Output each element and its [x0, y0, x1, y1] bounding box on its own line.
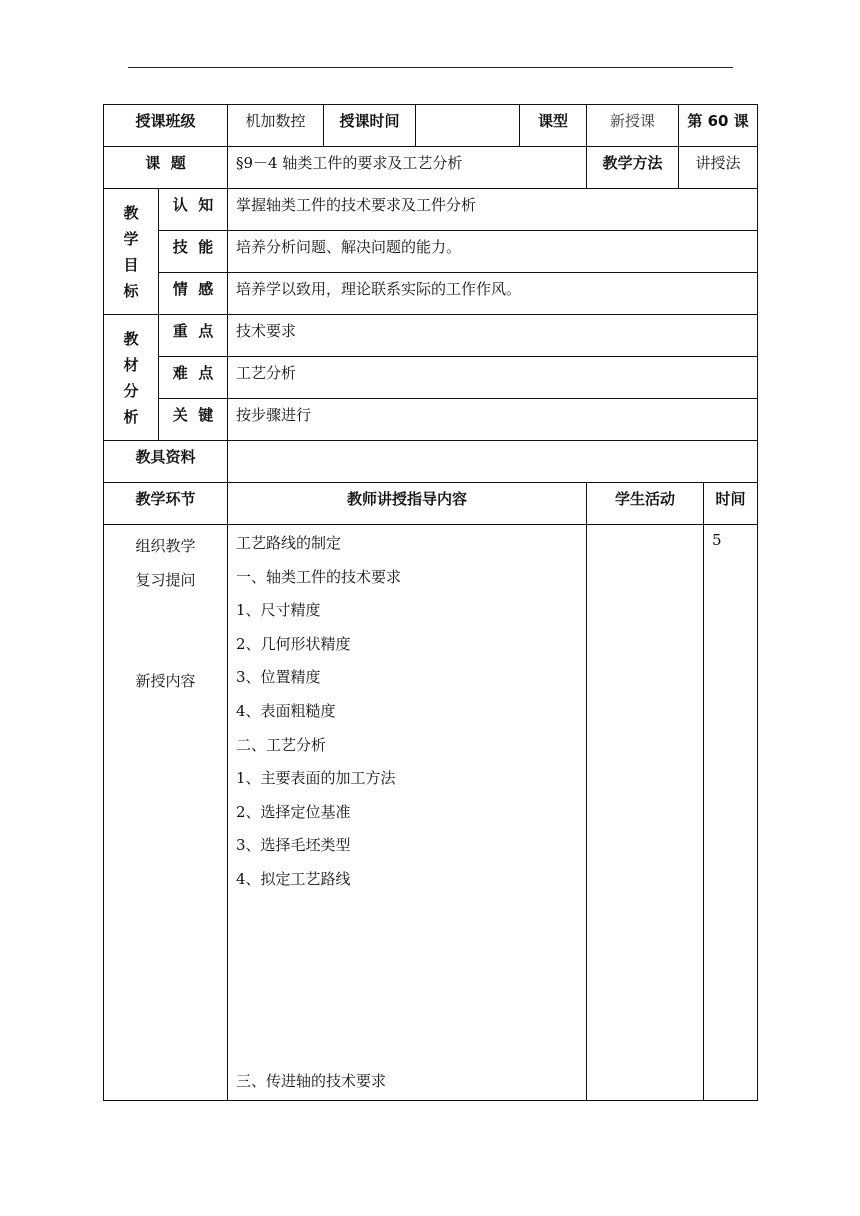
time-label: 授课时间 [324, 105, 416, 147]
analysis-label-char: 教 [123, 329, 139, 348]
analysis-label [104, 315, 159, 441]
materials-row [104, 441, 758, 483]
analysis-label-char: 析 [123, 407, 139, 426]
method-label: 教学方法 [587, 147, 679, 189]
objectives-label-char: 标 [123, 281, 139, 300]
objectives-label [104, 189, 159, 315]
analysis-item-label: 重 点 [159, 315, 228, 357]
content-line: 4、表面粗糙度 [236, 701, 336, 720]
time-value [416, 105, 520, 147]
plan-content [228, 525, 587, 1101]
lesson-plan-table [103, 104, 758, 1101]
content-line: 二、工艺分析 [236, 735, 327, 754]
topic-value: §9－4 轴类工件的要求及工艺分析 [228, 147, 587, 189]
plan-time-value: 5 [704, 525, 758, 1101]
analysis-label-char: 材 [123, 355, 139, 374]
plan-header-row [104, 483, 758, 525]
content-line: 2、几何形状精度 [236, 634, 351, 653]
objective-label: 情 感 [159, 273, 228, 315]
materials-label: 教具资料 [104, 441, 228, 483]
class-label: 授课班级 [104, 105, 228, 147]
objectives-label-char: 学 [123, 229, 139, 248]
lesson-number: 第 60 课 [679, 105, 758, 147]
plan-body-row [104, 525, 758, 1101]
objective-text: 培养学以致用，理论联系实际的工作作风。 [228, 273, 758, 315]
header-rule [128, 67, 733, 68]
objective-row-emotion [104, 273, 758, 315]
analysis-row-focus [104, 315, 758, 357]
objective-row-skill [104, 231, 758, 273]
analysis-item-text: 按步骤进行 [228, 399, 758, 441]
content-line: 3、位置精度 [236, 668, 321, 687]
content-line: 3、选择毛坯类型 [236, 836, 351, 855]
topic-row [104, 147, 758, 189]
content-line: 三、传进轴的技术要求 [236, 1071, 387, 1090]
objective-text: 掌握轴类工件的技术要求及工件分析 [228, 189, 758, 231]
plan-stages [104, 525, 228, 1101]
type-label: 课型 [520, 105, 587, 147]
analysis-row-difficulty [104, 357, 758, 399]
content-line: 1、尺寸精度 [236, 601, 321, 620]
plan-header-stage: 教学环节 [104, 483, 228, 525]
analysis-item-text: 工艺分析 [228, 357, 758, 399]
plan-header-content: 教师讲授指导内容 [228, 483, 587, 525]
content-line: 4、拟定工艺路线 [236, 869, 351, 888]
analysis-label-char: 分 [123, 381, 139, 400]
objectives-label-char: 目 [123, 255, 139, 274]
content-line: 2、选择定位基准 [236, 802, 351, 821]
plan-header-student: 学生活动 [587, 483, 704, 525]
stage-item: 组织教学 [135, 537, 196, 555]
objective-row-cognition [104, 189, 758, 231]
content-line: 一、轴类工件的技术要求 [236, 567, 402, 586]
objective-text: 培养分析问题、解决问题的能力。 [228, 231, 758, 273]
objective-label: 技 能 [159, 231, 228, 273]
objective-label: 认 知 [159, 189, 228, 231]
plan-header-time: 时间 [704, 483, 758, 525]
analysis-row-key [104, 399, 758, 441]
analysis-item-label: 关 键 [159, 399, 228, 441]
objectives-label-char: 教 [123, 203, 139, 222]
header-row [104, 105, 758, 147]
content-line: 1、主要表面的加工方法 [236, 769, 396, 788]
class-value: 机加数控 [228, 105, 324, 147]
content-line: 工艺路线的制定 [236, 534, 342, 552]
stage-item: 新授内容 [135, 672, 196, 690]
plan-student-activity [587, 525, 704, 1101]
analysis-item-label: 难 点 [159, 357, 228, 399]
topic-label: 课 题 [104, 147, 228, 189]
method-value: 讲授法 [679, 147, 758, 189]
materials-value [228, 441, 758, 483]
type-value: 新授课 [587, 105, 679, 147]
stage-item: 复习提问 [135, 571, 196, 589]
analysis-item-text: 技术要求 [228, 315, 758, 357]
